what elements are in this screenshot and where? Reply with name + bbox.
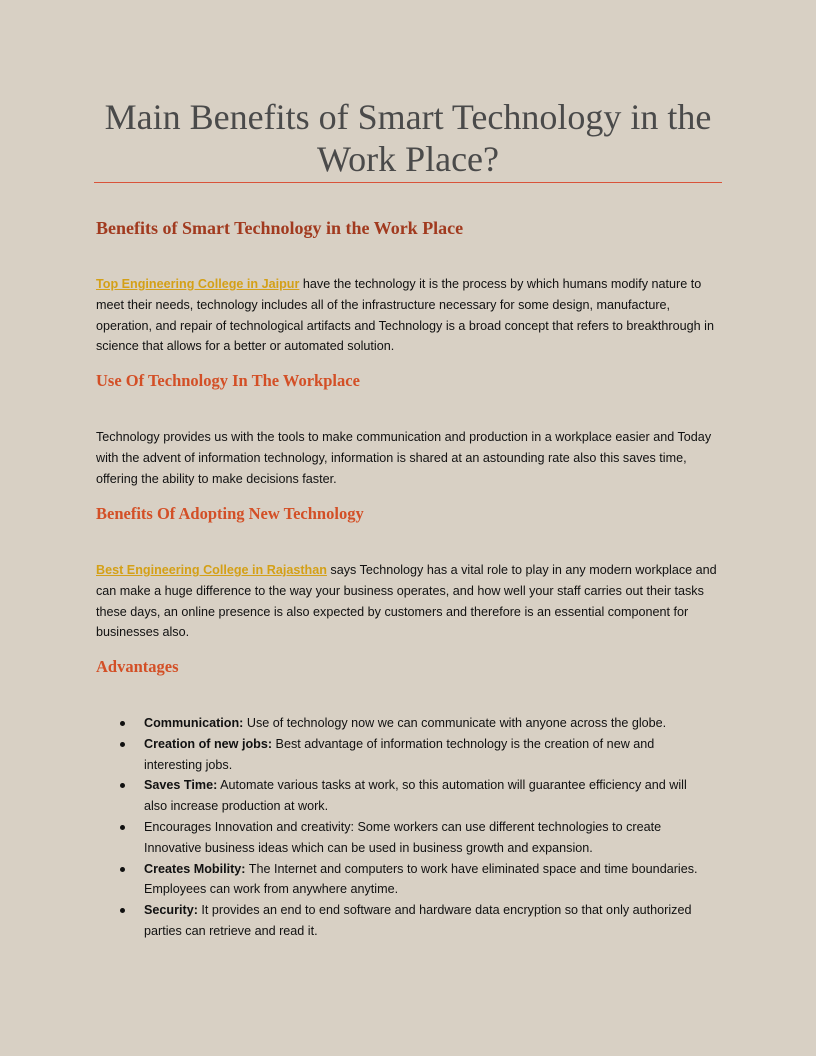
bullet-icon [120, 867, 125, 872]
list-item [96, 775, 706, 817]
item-text: Automate various tasks at work, so this automation will guarantee efficiency and will also increase production at work. [144, 778, 687, 814]
advantages-list [96, 713, 706, 942]
item-term: Creates Mobility: [144, 861, 246, 876]
item-text: Encourages Innovation and creativity: Some workers can use different technologies to create Innovative business ideas which can be used in business growth and expansion. [144, 819, 662, 855]
bullet-icon [120, 721, 125, 726]
paragraph-benefits [96, 274, 724, 357]
bullet-icon [120, 783, 125, 788]
paragraph-adopting [96, 560, 724, 643]
bullet-icon [120, 742, 125, 747]
section-heading-benefits: Benefits of Smart Technology in the Work Place [96, 218, 464, 238]
item-term: Creation of new jobs: [144, 736, 273, 751]
list-item [96, 817, 706, 859]
list-item [96, 734, 706, 776]
item-text: Use of technology now we can communicate with anyone across the globe. [243, 716, 667, 730]
paragraph-benefits-text: have the technology it is the process by which humans modify nature to meet their needs, technology includes all of the infrastructure necessary for some design, manufacture, operation, and repair of technological artifacts and Technology is a broad concept that refers to breakthrough in science that allows for a better or automated solution. [96, 277, 714, 354]
item-term: Security: [144, 903, 198, 918]
item-term: Communication: [144, 716, 244, 730]
title-divider [94, 182, 722, 183]
item-text: The Internet and computers to work have eliminated space and time boundaries. Employees can work from anywhere anytime. [144, 861, 698, 897]
item-text: It provides an end to end software and hardware data encryption so that only authorized parties can retrieve and read it. [144, 903, 692, 938]
list-item [96, 713, 706, 734]
paragraph-adopting-text: says Technology has a vital role to play in any modern workplace and can make a huge difference to the way your business operates, and how well your staff carries out their tasks these days, an online presence is also expected by customers and therefore is an essential component for businesses also. [96, 563, 717, 640]
page-title: Main Benefits of Smart Technology in the Work Place? [104, 97, 712, 179]
bullet-icon [120, 908, 125, 913]
paragraph-use-of-technology: Technology provides us with the tools to make communication and production in a workplace easier and Today with the advent of information technology, information is shared at an astounding rate also this saves time, offering the ability to make decisions faster. [96, 430, 712, 486]
section-heading-advantages: Advantages [96, 657, 179, 676]
section-heading-adopting: Benefits Of Adopting New Technology [96, 504, 364, 523]
link-best-engineering-college[interactable]: Best Engineering College in Rajasthan [96, 563, 327, 577]
link-top-engineering-college[interactable]: Top Engineering College in Jaipur [96, 277, 300, 291]
item-text: Best advantage of information technology is the creation of new and interesting jobs. [144, 736, 655, 772]
list-item [96, 900, 706, 942]
bullet-icon [120, 825, 125, 830]
item-term: Saves Time: [144, 778, 218, 793]
section-heading-use-of-technology: Use Of Technology In The Workplace [96, 371, 360, 390]
list-item [96, 859, 706, 901]
